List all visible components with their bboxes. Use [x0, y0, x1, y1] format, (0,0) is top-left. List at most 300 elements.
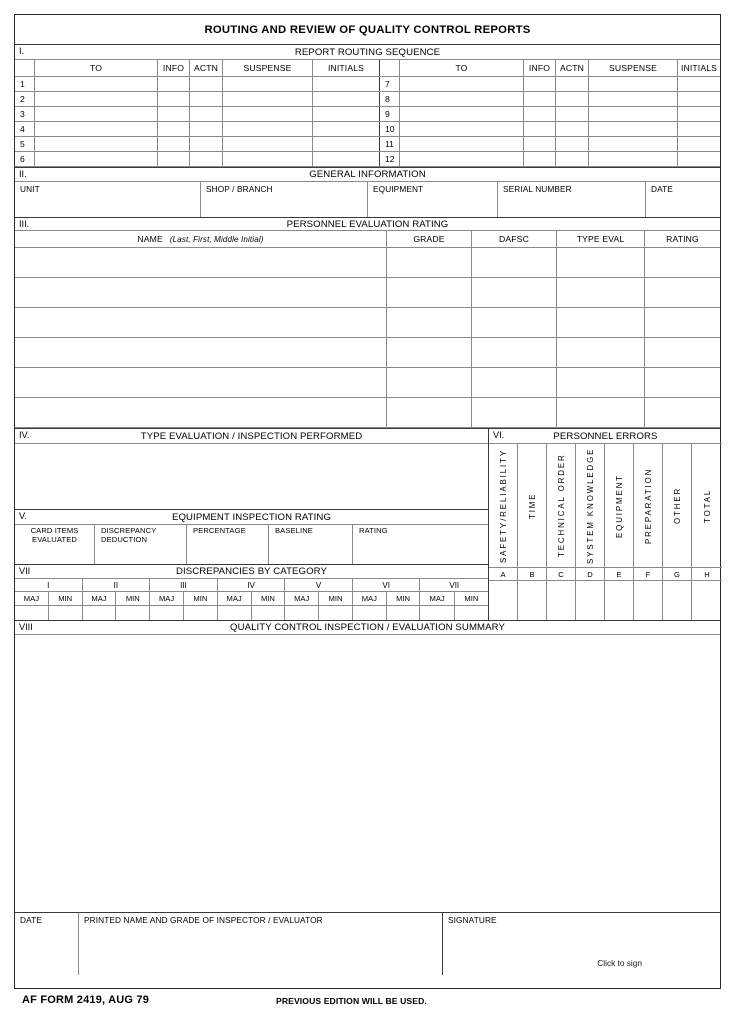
field-rating[interactable] — [353, 525, 488, 564]
routing-input-left-initials[interactable] — [313, 137, 380, 151]
field-percentage-label: PERCENTAGE — [193, 526, 246, 535]
discrepancy-input-II-min[interactable] — [116, 606, 149, 620]
routing-input-left-info[interactable] — [158, 122, 190, 136]
personnel-rating-row — [15, 368, 720, 398]
routing-col-suspense-right — [589, 60, 678, 76]
routing-input-right-actn[interactable] — [556, 92, 589, 106]
col-name-label — [15, 231, 386, 247]
routing-col-suspense-left-label: SUSPENSE — [243, 63, 292, 73]
signature-field-label: SIGNATURE — [448, 915, 497, 925]
discrepancy-category-V: V — [285, 579, 353, 591]
col-rating — [645, 231, 720, 247]
form-number-label: AF FORM 2419, AUG 79 — [22, 994, 150, 1006]
discrepancy-category-headers — [15, 579, 488, 592]
signature-field[interactable] — [443, 913, 720, 975]
personnel-error-vertical-text: SAFETY/RELIABILITY — [498, 448, 508, 563]
routing-row — [15, 77, 720, 92]
personnel-input-name[interactable] — [15, 278, 387, 307]
personnel-input-rating[interactable] — [645, 278, 720, 307]
routing-input-right-initials[interactable] — [678, 107, 720, 121]
personnel-error-vertical-text: OTHER — [672, 486, 682, 525]
personnel-input-type-eval[interactable] — [557, 398, 645, 427]
section-2-title: GENERAL INFORMATION — [309, 169, 426, 180]
routing-input-left-suspense[interactable] — [223, 107, 313, 121]
field-shop-branch[interactable] — [201, 182, 368, 217]
personnel-error-input-a[interactable] — [489, 581, 518, 620]
personnel-input-type-eval[interactable] — [557, 278, 645, 307]
discrepancy-input-I-min[interactable] — [49, 606, 82, 620]
personnel-input-name[interactable] — [15, 338, 387, 367]
click-to-sign-label[interactable]: Click to sign — [597, 958, 642, 968]
col-grade-label: GRADE — [413, 234, 445, 244]
routing-input-right-actn[interactable] — [556, 107, 589, 121]
routing-column-headers — [15, 60, 720, 77]
routing-col-to-left — [35, 60, 158, 76]
form-frame — [14, 14, 721, 989]
discrepancy-subheader-min: MIN — [260, 594, 275, 603]
routing-input-left-suspense[interactable] — [223, 122, 313, 136]
printed-name-label: PRINTED NAME AND GRADE OF INSPECTOR / EVALUATOR — [84, 915, 323, 925]
routing-col-actn-left-label: ACTN — [194, 63, 218, 73]
field-shop-branch-label: SHOP / BRANCH — [206, 184, 273, 194]
page-title: ROUTING AND REVIEW OF QUALITY CONTROL REPORTS — [204, 23, 531, 36]
col-dafsc-label: DAFSC — [499, 234, 529, 244]
discrepancy-subheader-maj: MAJ — [285, 592, 319, 605]
personnel-error-label-c — [547, 444, 576, 567]
form-title-band — [15, 15, 720, 45]
discrepancy-category-VII: VII — [449, 580, 460, 590]
personnel-error-label-b — [518, 444, 547, 567]
personnel-errors-letter-row — [489, 567, 722, 581]
personnel-error-label-e — [605, 444, 634, 567]
section-1-title: REPORT ROUTING SEQUENCE — [294, 46, 441, 58]
discrepancy-subheader-maj: MAJ — [420, 592, 454, 605]
personnel-error-input-e[interactable] — [605, 581, 634, 620]
discrepancy-input-group-III — [150, 606, 218, 620]
signature-date-field[interactable] — [15, 913, 79, 975]
col-rating-label: RATING — [666, 234, 699, 244]
discrepancy-input-group-I — [15, 606, 83, 620]
personnel-input-name[interactable] — [15, 248, 387, 277]
routing-input-right-to[interactable] — [400, 92, 524, 106]
section-8-numeral: VIII — [19, 622, 33, 632]
routing-col-initials-left — [313, 60, 380, 76]
personnel-error-input-b[interactable] — [518, 581, 547, 620]
discrepancy-subheader-min: MIN — [396, 594, 411, 603]
discrepancy-subheader-maj: MAJ — [150, 592, 184, 605]
discrepancy-input-IV-maj[interactable] — [218, 606, 252, 620]
routing-input-right-info[interactable] — [524, 152, 556, 166]
discrepancy-input-III-maj[interactable] — [150, 606, 184, 620]
personnel-input-rating[interactable] — [645, 248, 720, 277]
routing-input-right-info[interactable] — [524, 77, 556, 91]
section-4-header — [15, 429, 488, 444]
discrepancy-subheader-min: MIN — [193, 594, 208, 603]
routing-input-right-initials[interactable] — [678, 152, 720, 166]
field-card-items-evaluated[interactable] — [15, 525, 95, 564]
routing-row-number-right: 10 — [380, 122, 400, 136]
personnel-errors-vertical-labels — [489, 444, 722, 567]
col-dafsc — [472, 231, 557, 247]
routing-input-left-actn[interactable] — [190, 122, 223, 136]
personnel-input-rating[interactable] — [645, 368, 720, 397]
routing-input-right-actn[interactable] — [556, 77, 589, 91]
section-4-6-block — [15, 428, 720, 620]
discrepancy-subheader-maj: MAJ — [353, 592, 387, 605]
personnel-error-vertical-text: TECHNICAL ORDER — [556, 453, 566, 558]
section-5-title: EQUIPMENT INSPECTION RATING — [171, 511, 332, 523]
personnel-input-type-eval[interactable] — [557, 338, 645, 367]
discrepancy-majmin-III — [150, 592, 218, 605]
routing-col-actn-left — [190, 60, 223, 76]
routing-input-right-to[interactable] — [400, 137, 524, 151]
routing-input-left-actn[interactable] — [190, 107, 223, 121]
discrepancy-input-group-V — [285, 606, 353, 620]
discrepancy-majmin-VII — [420, 592, 488, 605]
field-discrepancy-deduction[interactable] — [95, 525, 187, 564]
discrepancy-majmin-VI — [353, 592, 421, 605]
personnel-input-grade[interactable] — [387, 278, 472, 307]
field-date-label: DATE — [651, 184, 673, 194]
field-equipment-label: EQUIPMENT — [373, 184, 424, 194]
field-baseline-label: BASELINE — [275, 526, 313, 535]
routing-input-right-info[interactable] — [524, 122, 556, 136]
routing-input-right-suspense[interactable] — [589, 137, 678, 151]
routing-row-number-left: 6 — [15, 152, 35, 166]
field-discrepancy-deduction-label: DISCREPANCY DEDUCTION — [101, 526, 157, 544]
personnel-input-dafsc[interactable] — [472, 278, 557, 307]
routing-rows-container — [15, 77, 720, 167]
routing-row-number-left: 5 — [15, 137, 35, 151]
field-date[interactable] — [646, 182, 720, 217]
routing-input-left-initials[interactable] — [313, 77, 380, 91]
personnel-input-dafsc[interactable] — [472, 308, 557, 337]
routing-col-initials-left-label: INITIALS — [327, 63, 365, 73]
col-type-eval — [557, 231, 645, 247]
section-8-header — [15, 620, 720, 635]
routing-input-right-suspense[interactable] — [589, 107, 678, 121]
routing-rownum-spacer-left — [15, 60, 35, 76]
section-4-numeral: IV. — [19, 430, 30, 440]
discrepancy-input-VII-maj[interactable] — [420, 606, 454, 620]
personnel-error-letter-c: C — [547, 568, 576, 580]
personnel-input-grade[interactable] — [387, 368, 472, 397]
routing-row-number-right: 7 — [380, 77, 400, 91]
routing-input-right-suspense[interactable] — [589, 92, 678, 106]
personnel-error-input-d[interactable] — [576, 581, 605, 620]
personnel-input-dafsc[interactable] — [472, 368, 557, 397]
routing-row — [15, 92, 720, 107]
personnel-errors-block — [489, 429, 722, 620]
personnel-error-letter-g: G — [663, 568, 692, 580]
previous-edition-label: PREVIOUS EDITION WILL BE USED. — [276, 996, 427, 1006]
discrepancy-input-IV-min[interactable] — [252, 606, 285, 620]
field-percentage[interactable] — [187, 525, 269, 564]
routing-input-left-initials[interactable] — [313, 122, 380, 136]
personnel-input-name[interactable] — [15, 368, 387, 397]
section-5-numeral: V. — [19, 511, 27, 521]
section-3-title: PERSONNEL EVALUATION RATING — [286, 218, 449, 230]
routing-row-number-left: 2 — [15, 92, 35, 106]
routing-rownum-spacer-right — [380, 60, 400, 76]
routing-input-left-to[interactable] — [35, 92, 158, 106]
personnel-error-label-a — [489, 444, 518, 567]
routing-input-left-suspense[interactable] — [223, 77, 313, 91]
discrepancy-category-VI: VI — [353, 579, 421, 591]
discrepancy-subheader-maj: MAJ — [15, 592, 49, 605]
section-6-numeral: VI. — [493, 430, 505, 440]
discrepancy-input-VI-maj[interactable] — [353, 606, 387, 620]
routing-row-number-left: 3 — [15, 107, 35, 121]
routing-input-left-to[interactable] — [35, 152, 158, 166]
discrepancy-subheader-min: MIN — [328, 594, 343, 603]
personnel-input-type-eval[interactable] — [557, 368, 645, 397]
personnel-input-type-eval[interactable] — [557, 248, 645, 277]
discrepancy-input-II-maj[interactable] — [83, 606, 117, 620]
routing-input-right-to[interactable] — [400, 122, 524, 136]
discrepancy-input-V-min[interactable] — [319, 606, 352, 620]
routing-input-right-initials[interactable] — [678, 137, 720, 151]
routing-input-left-initials[interactable] — [313, 92, 380, 106]
personnel-input-grade[interactable] — [387, 398, 472, 427]
personnel-error-letter-d: D — [576, 568, 605, 580]
routing-input-right-actn[interactable] — [556, 152, 589, 166]
section-1-header — [15, 45, 720, 60]
discrepancy-input-I-maj[interactable] — [15, 606, 49, 620]
discrepancy-majmin-I — [15, 592, 83, 605]
routing-col-actn-right — [556, 60, 589, 76]
discrepancy-category-I: I — [15, 579, 83, 591]
personnel-error-vertical-text: EQUIPMENT — [614, 473, 624, 538]
routing-col-suspense-right-label: SUSPENSE — [608, 63, 657, 73]
routing-input-right-suspense[interactable] — [589, 122, 678, 136]
routing-row-number-left: 1 — [15, 77, 35, 91]
routing-input-right-suspense[interactable] — [589, 152, 678, 166]
discrepancy-majmin-headers — [15, 592, 488, 606]
routing-row-number-right: 12 — [380, 152, 400, 166]
form-footer — [14, 994, 721, 1014]
routing-input-right-initials[interactable] — [678, 122, 720, 136]
routing-col-initials-right-label: INITIALS — [680, 63, 718, 73]
personnel-input-grade[interactable] — [387, 308, 472, 337]
routing-input-right-to[interactable] — [400, 77, 524, 91]
equipment-inspection-rating-row — [15, 525, 488, 565]
discrepancy-input-III-min[interactable] — [184, 606, 217, 620]
personnel-input-rating[interactable] — [645, 308, 720, 337]
col-type-eval-label: TYPE EVAL — [576, 234, 625, 244]
personnel-error-input-g[interactable] — [663, 581, 692, 620]
col-name — [15, 231, 387, 247]
discrepancy-input-VII-min[interactable] — [455, 606, 488, 620]
routing-col-to-right-label: TO — [455, 63, 468, 73]
routing-input-right-actn[interactable] — [556, 137, 589, 151]
field-serial-number[interactable] — [498, 182, 646, 217]
routing-input-left-info[interactable] — [158, 137, 190, 151]
personnel-error-label-f — [634, 444, 663, 567]
routing-row-number-right: 8 — [380, 92, 400, 106]
routing-input-left-suspense[interactable] — [223, 137, 313, 151]
routing-input-left-initials[interactable] — [313, 107, 380, 121]
personnel-error-label-d — [576, 444, 605, 567]
general-information-row — [15, 182, 720, 217]
routing-input-right-info[interactable] — [524, 137, 556, 151]
summary-input-area[interactable] — [15, 635, 720, 913]
routing-row — [15, 107, 720, 122]
routing-input-left-info[interactable] — [158, 152, 190, 166]
routing-input-left-info[interactable] — [158, 107, 190, 121]
routing-row — [15, 122, 720, 137]
discrepancy-category-III: III — [150, 579, 218, 591]
personnel-input-type-eval[interactable] — [557, 308, 645, 337]
routing-col-initials-right — [678, 60, 720, 76]
signature-block — [15, 913, 720, 975]
personnel-input-name[interactable] — [15, 308, 387, 337]
personnel-input-dafsc[interactable] — [472, 338, 557, 367]
routing-col-info-right-label: INFO — [528, 63, 551, 73]
routing-col-suspense-left — [223, 60, 313, 76]
section-7-numeral: VII — [19, 566, 31, 576]
routing-input-right-initials[interactable] — [678, 77, 720, 91]
personnel-error-input-h[interactable] — [692, 581, 722, 620]
personnel-error-letter-a: A — [489, 568, 518, 580]
personnel-error-vertical-text: SYSTEM KNOWLEDGE — [585, 447, 595, 564]
personnel-error-input-f[interactable] — [634, 581, 663, 620]
routing-input-right-to[interactable] — [400, 152, 524, 166]
routing-input-left-suspense[interactable] — [223, 92, 313, 106]
field-baseline[interactable] — [269, 525, 353, 564]
personnel-rating-row — [15, 338, 720, 368]
routing-col-actn-right-label: ACTN — [560, 63, 584, 73]
routing-input-right-info[interactable] — [524, 107, 556, 121]
personnel-input-dafsc[interactable] — [472, 398, 557, 427]
section-4-title: TYPE EVALUATION / INSPECTION PERFORMED — [140, 430, 363, 442]
routing-input-right-actn[interactable] — [556, 122, 589, 136]
routing-col-to-left-label: TO — [89, 63, 103, 73]
discrepancy-input-group-VI — [353, 606, 421, 620]
left-block — [15, 429, 489, 620]
personnel-rating-column-headers — [15, 231, 720, 248]
routing-input-left-actn[interactable] — [190, 137, 223, 151]
discrepancy-input-group-VII — [420, 606, 488, 620]
signature-date-label: DATE — [20, 915, 42, 925]
type-evaluation-input-area[interactable] — [15, 444, 488, 510]
routing-input-right-suspense[interactable] — [589, 77, 678, 91]
personnel-error-input-c[interactable] — [547, 581, 576, 620]
discrepancy-subheader-min: MIN — [58, 594, 73, 603]
personnel-input-grade[interactable] — [387, 248, 472, 277]
section-5-header — [15, 510, 488, 525]
routing-input-left-to[interactable] — [35, 122, 158, 136]
routing-col-info-left-label: INFO — [162, 63, 185, 73]
discrepancy-majmin-V — [285, 592, 353, 605]
section-2-numeral: II. — [19, 169, 27, 179]
discrepancy-subheader-min: MIN — [464, 594, 479, 603]
routing-input-left-to[interactable] — [35, 107, 158, 121]
discrepancy-subheader-maj: MAJ — [218, 592, 252, 605]
discrepancy-category-IV: IV — [218, 579, 286, 591]
discrepancy-input-group-II — [83, 606, 151, 620]
routing-input-left-info[interactable] — [158, 77, 190, 91]
routing-input-right-initials[interactable] — [678, 92, 720, 106]
section-6-title: PERSONNEL ERRORS — [553, 430, 658, 442]
routing-input-left-info[interactable] — [158, 92, 190, 106]
personnel-input-rating[interactable] — [645, 398, 720, 427]
routing-input-right-to[interactable] — [400, 107, 524, 121]
routing-input-left-suspense[interactable] — [223, 152, 313, 166]
field-rating-label: RATING — [359, 526, 388, 535]
personnel-input-name[interactable] — [15, 398, 387, 427]
personnel-rows-container — [15, 248, 720, 428]
personnel-error-letter-f: F — [634, 568, 663, 580]
col-name-hint: (Last, First, Middle Initial) — [169, 234, 264, 244]
col-grade — [387, 231, 472, 247]
personnel-error-vertical-text: TOTAL — [702, 488, 712, 523]
section-6-header — [489, 429, 722, 444]
personnel-input-rating[interactable] — [645, 338, 720, 367]
routing-col-info-left — [158, 60, 190, 76]
field-unit-label: UNIT — [20, 184, 40, 194]
personnel-input-dafsc[interactable] — [472, 248, 557, 277]
personnel-rating-row — [15, 398, 720, 428]
routing-row-number-right: 11 — [380, 137, 400, 151]
routing-input-left-actn[interactable] — [190, 152, 223, 166]
printed-name-field[interactable] — [79, 913, 443, 975]
routing-input-left-actn[interactable] — [190, 77, 223, 91]
personnel-rating-row — [15, 278, 720, 308]
section-1-numeral: I. — [19, 46, 25, 56]
personnel-rating-row — [15, 308, 720, 338]
personnel-errors-input-row — [489, 581, 722, 620]
routing-input-left-actn[interactable] — [190, 92, 223, 106]
section-3-header — [15, 217, 720, 231]
col-name-text: NAME — [137, 234, 163, 244]
routing-row — [15, 152, 720, 167]
personnel-error-letter-h: H — [704, 569, 710, 579]
discrepancy-majmin-II — [83, 592, 151, 605]
field-serial-number-label: SERIAL NUMBER — [503, 184, 572, 194]
field-equipment[interactable] — [368, 182, 498, 217]
personnel-error-vertical-text: TIME — [527, 492, 537, 519]
routing-col-info-right — [524, 60, 556, 76]
routing-input-left-initials[interactable] — [313, 152, 380, 166]
section-2-header — [15, 167, 720, 182]
routing-row-number-left: 4 — [15, 122, 35, 136]
discrepancy-majmin-IV — [218, 592, 286, 605]
personnel-error-letter-b: B — [518, 568, 547, 580]
field-card-items-evaluated-label: CARD ITEMS EVALUATED — [30, 526, 79, 544]
discrepancy-subheader-min: MIN — [125, 594, 140, 603]
section-7-header — [15, 565, 488, 579]
routing-row — [15, 137, 720, 152]
section-8-title: QUALITY CONTROL INSPECTION / EVALUATION SUMMARY — [230, 622, 505, 633]
routing-input-right-info[interactable] — [524, 92, 556, 106]
routing-row-number-right: 9 — [380, 107, 400, 121]
section-7-title: DISCREPANCIES BY CATEGORY — [175, 566, 328, 577]
routing-input-left-to[interactable] — [35, 77, 158, 91]
discrepancy-category-II: II — [83, 579, 151, 591]
discrepancy-input-row — [15, 606, 488, 620]
personnel-error-letter-e: E — [605, 568, 634, 580]
section-3-numeral: III. — [19, 219, 30, 229]
routing-input-left-to[interactable] — [35, 137, 158, 151]
discrepancy-subheader-maj: MAJ — [83, 592, 117, 605]
field-unit[interactable] — [15, 182, 201, 217]
discrepancy-input-V-maj[interactable] — [285, 606, 319, 620]
routing-col-to-right — [400, 60, 524, 76]
discrepancy-input-group-IV — [218, 606, 286, 620]
personnel-input-grade[interactable] — [387, 338, 472, 367]
discrepancy-input-VI-min[interactable] — [387, 606, 420, 620]
